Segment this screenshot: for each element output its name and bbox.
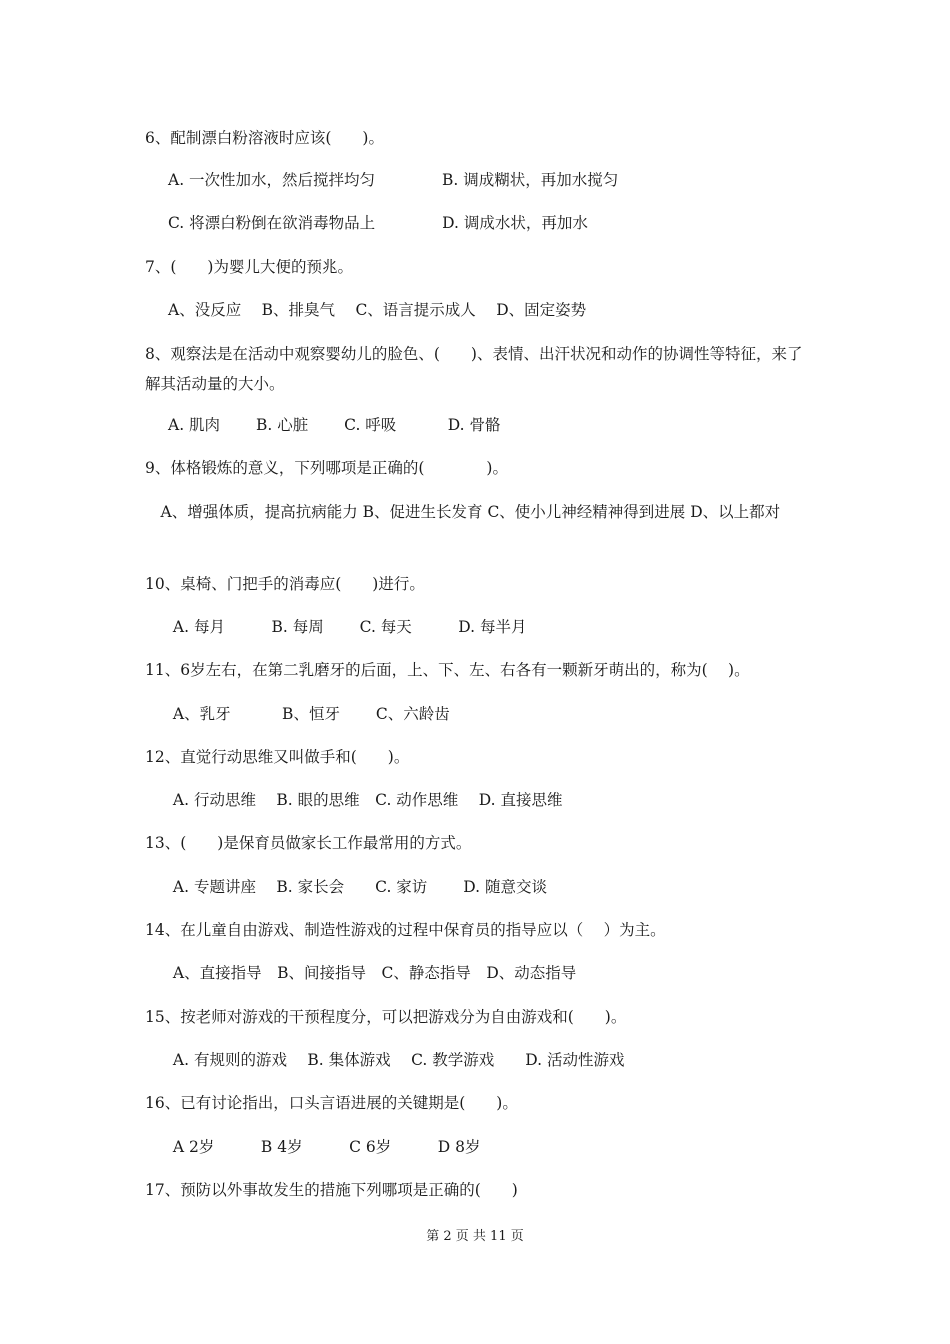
- question-12: 12、直觉行动思维又叫做手和( )。: [145, 748, 410, 766]
- question-16: 16、已有讨论指出，口头言语进展的关键期是( )。: [145, 1094, 518, 1112]
- page-footer: 第 2 页 共 11 页: [426, 1229, 524, 1244]
- question-15: 15、按老师对游戏的干预程度分，可以把游戏分为自由游戏和( )。: [145, 1008, 627, 1026]
- question-8: 8、观察法是在活动中观察婴幼儿的脸色、( )、表情、出汗状况和动作的协调性等特征，来了解其活动量的大小。: [145, 345, 803, 393]
- question-16-options: A 2岁 B 4岁 C 6岁 D 8岁: [168, 1138, 481, 1156]
- question-10-options: A. 每月 B. 每周 C. 每天 D. 每半月: [168, 618, 527, 636]
- question-11: 11、6岁左右，在第二乳磨牙的后面，上、下、左、右各有一颗新牙萌出的，称为( )。: [145, 661, 750, 679]
- question-7-options: A、没反应 B、排臭气 C、语言提示成人 D、固定姿势: [168, 301, 587, 319]
- question-12-options: A. 行动思维 B. 眼的思维 C. 动作思维 D. 直接思维: [168, 791, 563, 809]
- question-9: 9、体格锻炼的意义，下列哪项是正确的( )。: [145, 459, 508, 477]
- question-11-options: A、乳牙 B、恒牙 C、六龄齿: [168, 705, 450, 723]
- question-13-options: A. 专题讲座 B. 家长会 C. 家访 D. 随意交谈: [168, 878, 547, 896]
- question-8-options: A. 肌肉 B. 心脏 C. 呼吸 D. 骨骼: [168, 416, 501, 434]
- question-7: 7、( )为婴儿大便的预兆。: [145, 258, 353, 276]
- question-9-options: A、增强体质，提高抗病能力 B、促进生长发育 C、使小儿神经精神得到进展 D、以上都对: [145, 503, 781, 521]
- question-15-options: A. 有规则的游戏 B. 集体游戏 C. 教学游戏 D. 活动性游戏: [168, 1051, 625, 1069]
- question-14: 14、在儿童自由游戏、制造性游戏的过程中保育员的指导应以（ ）为主。: [145, 921, 666, 939]
- question-6-options-ab: A. 一次性加水，然后搅拌均匀 B. 调成糊状，再加水搅匀: [168, 171, 619, 189]
- question-6: 6、配制漂白粉溶液时应该( )。: [145, 129, 384, 147]
- question-6-options-cd: C. 将漂白粉倒在欲消毒物品上 D. 调成水状，再加水: [168, 214, 588, 232]
- question-14-options: A、直接指导 B、间接指导 C、静态指导 D、动态指导: [168, 964, 577, 982]
- question-10: 10、桌椅、门把手的消毒应( )进行。: [145, 575, 425, 593]
- question-13: 13、( )是保育员做家长工作最常用的方式。: [145, 834, 472, 852]
- question-17: 17、预防以外事故发生的措施下列哪项是正确的( ): [145, 1181, 518, 1199]
